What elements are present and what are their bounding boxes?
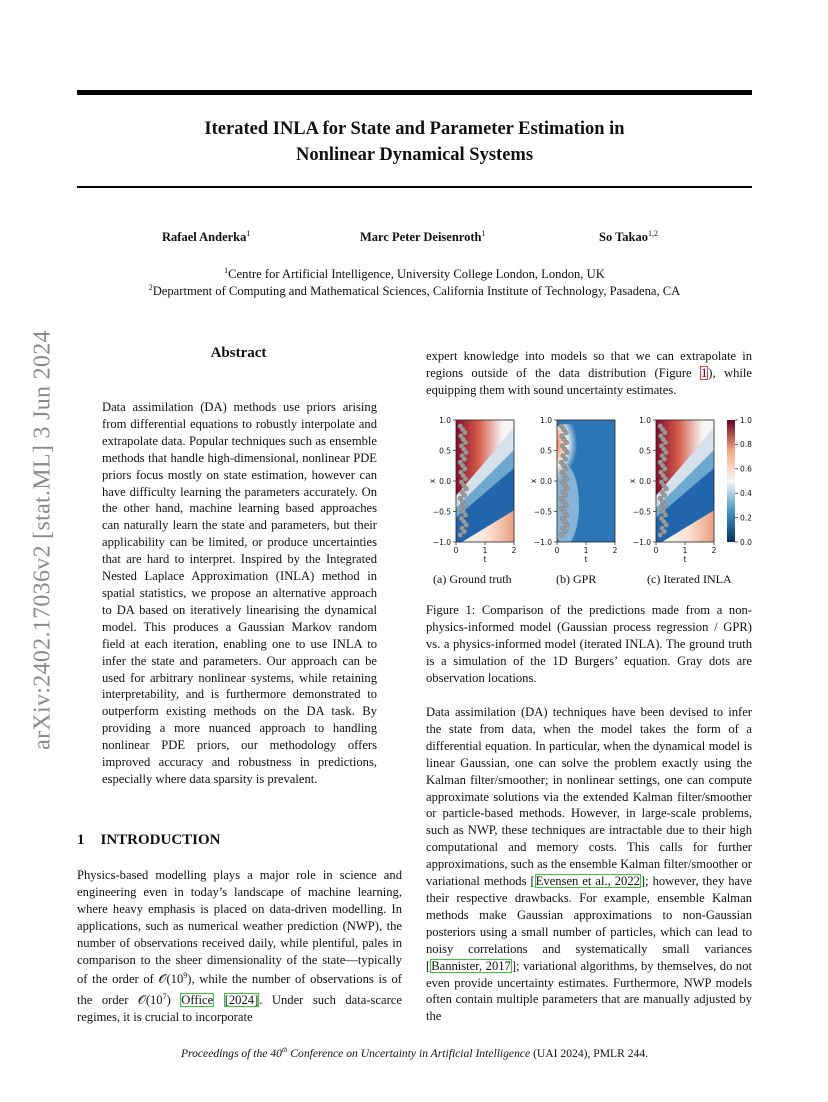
figure-1-reference[interactable]: 1 — [701, 365, 708, 380]
right-paragraph-top — [426, 348, 752, 399]
observation-dot — [462, 529, 467, 534]
abstract-text: Data assimilation (DA) methods use priors arising from differential equations to robustly interpolate and extrapolate data. Popular techniques such as ensemble methods that handle high-dimensional, nonlinear PDE priors focus mostly on state estimation, however can have difficulty learning the parameters accurately. On the other hand, machine learning based approaches can naturally learn the state and parameters, but their applicability can be limited, or produce uncertainties that are hard to interpret. Inspired by the Integrated Nested Laplace Approximation (INLA) method in spatial statistics, we propose an alternative approach to DA based on iteratively linearising the dynamical model. This produces a Gaussian Markov random field at each iteration, enabling one to use INLA to infer the state and parameters. Our approach can be used for arbitrary nonlinear systems, while retaining interpretability, and is furthermore demonstrated to outperform existing methods on the DA task. By providing a more nuanced approach to handling nonlinear PDE priors, our methodology offers improved accuracy and robustness in predictions, especially where data sparsity is prevalent. — [102, 400, 377, 786]
x-axis-label: t — [683, 555, 687, 564]
x-tick-label: 0 — [653, 546, 659, 555]
x-axis-label: t — [584, 555, 588, 564]
figure-1-caption: Figure 1: Comparison of the predictions made from a non-physics-informed model (Gaussian process regression / GPR) vs. a physics-informed model (iterated INLA). The ground truth is a simulation of the 1D Burgers’ equation. Gray dots are observation locations. — [426, 603, 752, 685]
colorbar-tick-label: 0.4 — [740, 489, 752, 498]
y-axis-label: x — [428, 478, 437, 484]
citation-bannister[interactable]: Bannister, 2017 — [431, 958, 511, 973]
colorbar-tick-label: 1.0 — [740, 415, 752, 425]
figure-1 — [420, 408, 760, 570]
observation-dot — [563, 457, 568, 462]
y-tick-label: −0.5 — [632, 507, 651, 517]
observation-dot — [464, 523, 469, 528]
observation-dot — [663, 440, 668, 445]
panel-2 — [529, 416, 618, 564]
affiliation-2-mark: 2 — [148, 283, 153, 292]
section-title: INTRODUCTION — [100, 832, 221, 848]
observation-dot — [662, 493, 667, 498]
proceedings-footer — [77, 1046, 752, 1060]
observation-dot — [464, 486, 469, 491]
observation-dot — [565, 523, 570, 528]
observation-dot — [463, 467, 468, 472]
subcaption-b: (b) GPR — [556, 572, 597, 586]
x-tick-label: 2 — [612, 546, 618, 555]
intro-paragraph — [77, 867, 402, 1026]
author-3-name: So Takao — [599, 230, 648, 245]
intro-text-2: ), while the number of observations is of the order 𝒪(10 — [77, 972, 402, 1007]
intro-text-3: ) — [166, 992, 181, 1007]
observation-dot — [662, 529, 667, 534]
affiliation-1-mark: 1 — [224, 266, 229, 275]
observation-dot — [563, 493, 568, 498]
top-rule — [77, 90, 752, 95]
da-text-2: ]; however, they have their respective drawbacks. For example, ensemble Kalman methods make Gaussian approximations to non-Gaussian posteriors using a small number of particles, which can lead to noisy correlations and systematically small variances [ — [426, 874, 752, 973]
y-tick-label: 1.0 — [540, 415, 552, 425]
author-2 — [360, 229, 485, 245]
citation-office[interactable]: Office — [181, 992, 214, 1007]
y-tick-label: 0.0 — [639, 476, 651, 486]
author-1-affil: 1 — [246, 229, 251, 238]
observation-dot — [462, 457, 467, 462]
x-tick-label: 1 — [682, 546, 688, 555]
observation-dot — [565, 450, 570, 455]
observation-dot — [564, 513, 569, 518]
intro-text-4: . Under such data-scarce regimes, it is crucial to incorporate — [77, 992, 402, 1024]
subcaption-a: (a) Ground truth — [433, 572, 512, 586]
observation-dot — [564, 476, 569, 481]
y-tick-label: 0.0 — [439, 476, 451, 486]
x-tick-label: 0 — [453, 546, 459, 555]
title-bottom-rule — [77, 186, 752, 188]
observation-dot — [464, 450, 469, 455]
citation-evensen[interactable]: Evensen et al., 2022 — [535, 874, 640, 889]
observation-dot — [663, 476, 668, 481]
colorbar-tick-label: 0.2 — [740, 513, 752, 523]
y-tick-label: 1.0 — [639, 415, 651, 425]
da-text-3: ]; variational algorithms, by themselves, do not even provide uncertainty estimates. Furthermore, NWP models often contain multiple parameters that are manually adjusted by the — [426, 958, 752, 1024]
author-3-affil: 1,2 — [648, 229, 658, 238]
subcaption-c: (c) Iterated INLA — [647, 572, 732, 586]
x-tick-label: 1 — [482, 546, 488, 555]
y-tick-label: −0.5 — [432, 507, 451, 517]
affiliation-2 — [77, 279, 752, 300]
y-tick-label: 0.5 — [439, 446, 451, 456]
observation-dot — [565, 486, 570, 491]
author-3 — [599, 229, 658, 245]
footer-plain: (UAI 2024), PMLR 244. — [530, 1046, 649, 1060]
observation-dot — [663, 513, 668, 518]
x-axis-label: t — [483, 555, 487, 564]
author-2-affil: 1 — [481, 229, 486, 238]
y-tick-label: −1.0 — [533, 537, 552, 547]
observation-dot — [463, 440, 468, 445]
citation-2024[interactable]: [2024] — [224, 992, 259, 1007]
observation-dot — [559, 532, 564, 537]
observation-dot — [658, 532, 663, 537]
observation-dot — [564, 467, 569, 472]
paper-title — [77, 116, 752, 168]
author-1 — [162, 229, 250, 245]
author-1-name: Rafael Anderka — [162, 230, 247, 245]
section-heading — [77, 832, 221, 849]
x-tick-label: 0 — [554, 546, 560, 555]
da-text-1: Data assimilation (DA) techniques have been devised to infer the state from data, when the model takes the form of a differential equation. In particular, when the dynamical model is linear Gaussian, one can solve the problem exactly using the Kalman filter/smoother; in nonlinear settings, one can compute approximate solutions via the extended Kalman filter/smoother or particle-based methods. However, in large-scale problems, such as NWP, these techniques are intractable due to their high computational and memory costs. This calls for further approximations, such as the ensemble Kalman filter/smoother or variational methods [ — [426, 705, 752, 889]
observation-dot — [463, 476, 468, 481]
observation-dot — [564, 430, 569, 435]
observation-dot — [663, 503, 668, 508]
observation-dot — [563, 529, 568, 534]
observation-dot — [564, 503, 569, 508]
y-tick-label: 0.5 — [639, 446, 651, 456]
y-tick-label: −0.5 — [533, 507, 552, 517]
right-top-text-1: expert knowledge into models so that we can extrapolate in regions outside of the data distribution (Figure — [426, 349, 752, 380]
affiliation-2-text: Department of Computing and Mathematical Sciences, California Institute of Technology, Pasadena, CA — [152, 284, 681, 299]
colorbar — [727, 420, 735, 542]
right-paragraph-da — [426, 704, 752, 1025]
affiliation-1-text: Centre for Artificial Intelligence, University College London, London, UK — [228, 267, 605, 282]
y-axis-label: x — [529, 478, 538, 484]
intro-sup-2: 7 — [162, 991, 167, 1001]
y-tick-label: 0.5 — [540, 446, 552, 456]
footer-italic-2: Conference on Uncertainty in Artificial Intelligence — [287, 1046, 531, 1060]
observation-dot — [463, 503, 468, 508]
colorbar-tick-label: 0.8 — [740, 440, 752, 450]
intro-sup-1: 9 — [183, 971, 188, 981]
x-tick-label: 1 — [583, 546, 589, 555]
title-line-2: Nonlinear Dynamical Systems — [295, 145, 534, 165]
observation-dot — [664, 450, 669, 455]
footer-sup: th — [281, 1046, 288, 1054]
right-top-text-2: ), while equipping them with sound uncertainty estimates. — [426, 365, 752, 397]
abstract-heading: Abstract — [210, 345, 267, 361]
y-axis-label: x — [628, 478, 637, 484]
footer-italic-1: Proceedings of the 40 — [180, 1046, 282, 1060]
y-tick-label: 0.0 — [540, 476, 552, 486]
arxiv-identifier: arXiv:2402.17036v2 [stat.ML] 3 Jun 2024 — [29, 330, 56, 750]
observation-dot — [663, 430, 668, 435]
title-line-1: Iterated INLA for State and Parameter Estimation in — [204, 119, 625, 139]
observation-dot — [463, 513, 468, 518]
y-tick-label: −1.0 — [432, 537, 451, 547]
author-2-name: Marc Peter Deisenroth — [360, 230, 482, 245]
intro-text-1: Physics-based modelling plays a major role in science and engineering even in today’s landscape of machine learning, where heavy emphasis is placed on data-driven modelling. In applications, such as numerical weather prediction (NWP), the number of observations received daily, while plentiful, pales in comparison to the sheer dimensionality of the state—typically of the order of 𝒪(10 — [77, 868, 402, 987]
panel-3 — [628, 416, 717, 564]
observation-dot — [664, 486, 669, 491]
observation-dot — [462, 493, 467, 498]
observation-dot — [463, 430, 468, 435]
x-tick-label: 2 — [511, 546, 517, 555]
observation-dot — [664, 523, 669, 528]
y-tick-label: −1.0 — [632, 537, 651, 547]
observation-dot — [663, 467, 668, 472]
colorbar-tick-label: 0.0 — [740, 537, 752, 547]
panel-1 — [428, 416, 517, 564]
y-tick-label: 1.0 — [439, 415, 451, 425]
observation-dot — [458, 532, 463, 537]
observation-dot — [662, 457, 667, 462]
section-number: 1 — [77, 832, 85, 848]
observation-dot — [564, 440, 569, 445]
x-tick-label: 2 — [711, 546, 717, 555]
colorbar-tick-label: 0.6 — [740, 464, 752, 474]
